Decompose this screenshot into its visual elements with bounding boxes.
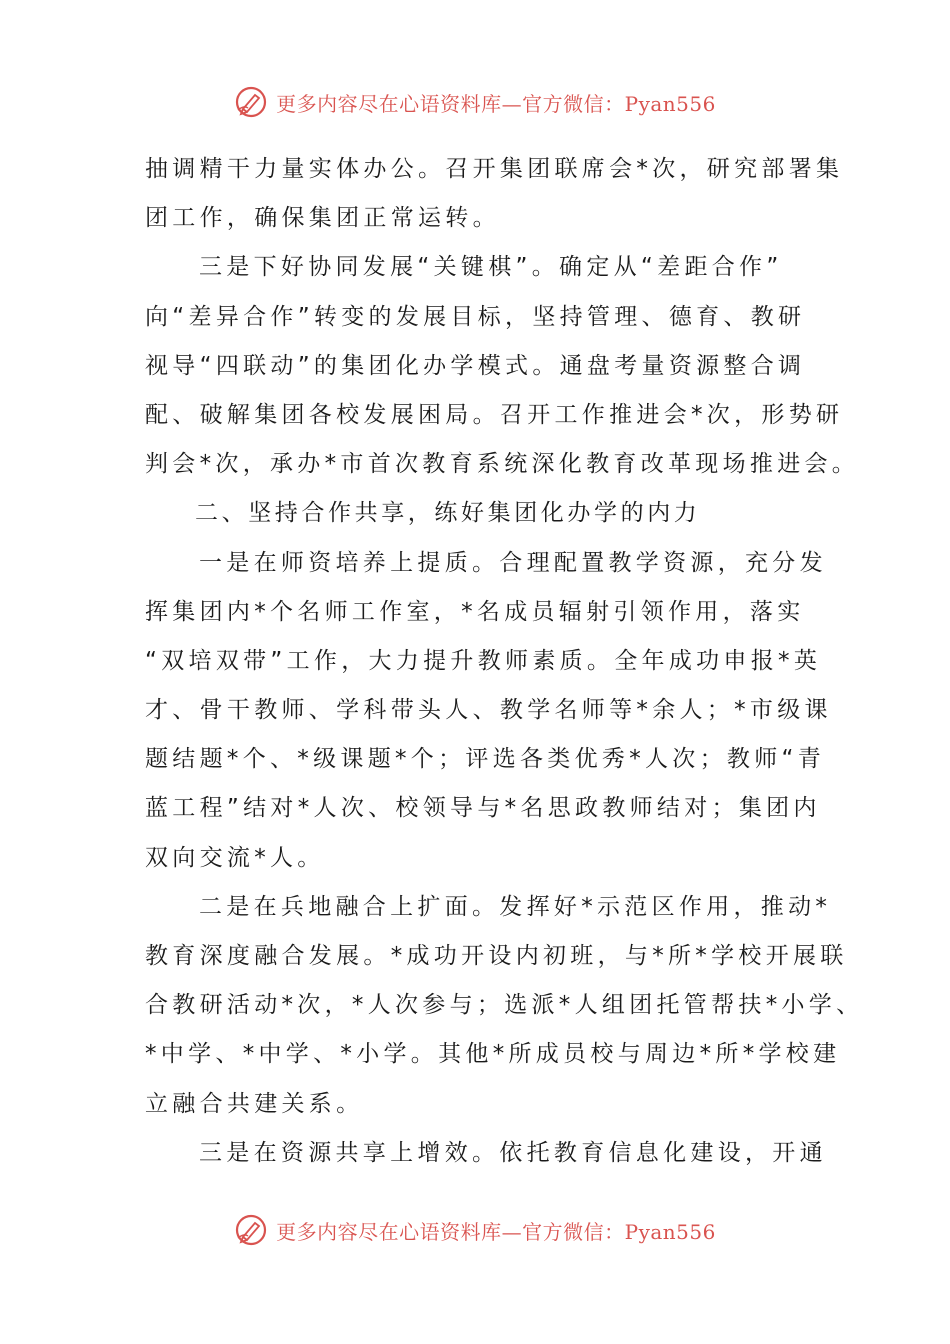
paragraph-start: 二是在兵地融合上扩面。发挥好*示范区作用，推动*	[199, 893, 832, 920]
document-body	[145, 145, 864, 1178]
text-line: 挥集团内*个名师工作室，*名成员辐射引领作用，落实	[145, 598, 805, 625]
header-watermark-banner	[0, 82, 950, 122]
text-line: *中学、*中学、*小学。其他*所成员校与周边*所*学校建	[145, 1041, 841, 1068]
watermark-text: 更多内容尽在心语资料库—官方微信：Pyan556	[276, 1219, 716, 1244]
footer-watermark-banner	[0, 1210, 950, 1250]
pen-nib-logo-icon	[234, 85, 268, 119]
text-line: 双向交流*人。	[145, 844, 325, 871]
text-line: 题结题*个、*级课题*个；评选各类优秀*人次；教师“青	[145, 746, 826, 773]
text-line: “双培双带”工作，大力提升教师素质。全年成功申报*英	[145, 647, 822, 674]
text-line: 视导“四联动”的集团化办学模式。通盘考量资源整合调	[145, 352, 806, 379]
text-line: 向“差异合作”转变的发展目标，坚持管理、德育、教研	[145, 303, 806, 330]
paragraph-start: 一是在师资培养上提质。合理配置教学资源，充分发	[199, 549, 827, 576]
text-line: 团工作，确保集团正常运转。	[145, 205, 500, 232]
text-line: 配、破解集团各校发展困局。召开工作推进会*次，形势研	[145, 401, 844, 428]
text-line: 合教研活动*次，*人次参与；选派*人组团托管帮扶*小学、	[145, 992, 864, 1019]
text-line: 判会*次，承办*市首次教育系统深化教育改革现场推进会。	[145, 451, 860, 478]
pen-nib-logo-icon	[234, 1213, 268, 1247]
paragraph-start: 三是下好协同发展“关键棋”。确定从“差距合作”	[199, 254, 783, 281]
text-line: 教育深度融合发展。*成功开设内初班，与*所*学校开展联	[145, 943, 848, 969]
section-heading: 二、坚持合作共享，练好集团化办学的内力	[195, 500, 701, 527]
text-line: 立融合共建关系。	[145, 1090, 364, 1117]
watermark-text: 更多内容尽在心语资料库—官方微信：Pyan556	[276, 91, 716, 116]
text-line: 才、骨干教师、学科带头人、教学名师等*余人；*市级课	[145, 697, 832, 724]
text-line: 抽调精干力量实体办公。召开集团联席会*次，研究部署集	[145, 156, 844, 182]
paragraph-start: 三是在资源共享上增效。依托教育信息化建设，开通	[199, 1139, 827, 1166]
text-line: 蓝工程”结对*人次、校领导与*名思政教师结对；集团内	[145, 795, 821, 822]
